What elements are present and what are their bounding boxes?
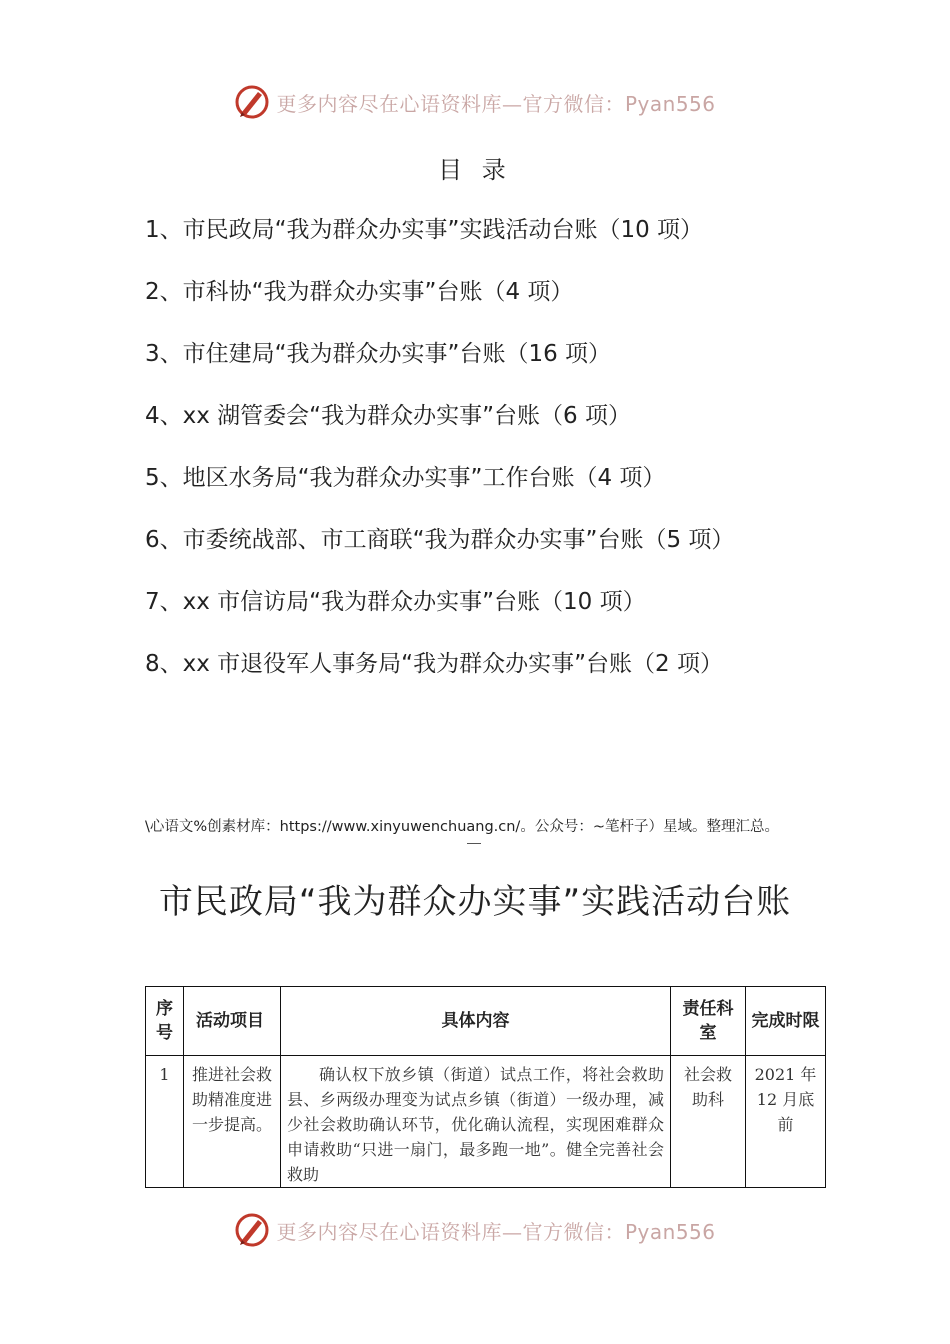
document-title: 市民政局“我为群众办实事”实践活动台账 [158,882,792,922]
cell-project: 推进社会救助精准度进一步提高。 [184,1056,281,1188]
cell-deadline: 2021 年 12 月底前 [746,1056,826,1188]
header-deadline: 完成时限 [746,987,826,1056]
table-row [146,1056,826,1188]
toc-title: 目 录 [438,156,512,184]
toc-item: 4、xx 湖管委会“我为群众办实事”台账（6 项） [145,403,631,429]
header-content: 具体内容 [281,987,671,1056]
pen-logo-icon [234,84,270,120]
cell-content: 确认权下放乡镇（街道）试点工作，将社会救助县、乡两级办理变为试点乡镇（街道）一级办理，减少社会救助确认环节，优化确认流程，实现困难群众申请救助“只进一扇门，最多跑一地”。健全完善社会救助 [281,1056,671,1188]
header-dept: 责任科室 [671,987,746,1056]
toc-item: 7、xx 市信访局“我为群众办实事”台账（10 项） [145,589,646,615]
header-no: 序号 [146,987,184,1056]
toc-item: 8、xx 市退役军人事务局“我为群众办实事”台账（2 项） [145,651,723,677]
toc-item: 1、市民政局“我为群众办实事”实践活动台账（10 项） [145,217,704,243]
toc-list [145,206,810,702]
header-project: 活动项目 [184,987,281,1056]
toc-item: 5、地区水务局“我为群众办实事”工作台账（4 项） [145,465,666,491]
table-header-row [146,987,826,1056]
divider [467,843,481,844]
banner-text: 更多内容尽在心语资料库—官方微信：Pyan556 [276,91,716,116]
source-line: \心语文%创素材库：https://www.xinyuwenchuang.cn/。公众号：~笔杆子）星域。整理汇总。 [145,819,779,835]
cell-no: 1 [146,1056,184,1188]
banner-wechat-id: Pyan556 [624,91,716,116]
banner-text: 更多内容尽在心语资料库—官方微信：Pyan556 [276,1219,716,1244]
banner-wechat-id: Pyan556 [624,1219,716,1244]
toc-item: 2、市科协“我为群众办实事”台账（4 项） [145,279,574,305]
ledger-table [145,986,826,1188]
toc-item: 6、市委统战部、市工商联“我为群众办实事”台账（5 项） [145,527,735,553]
toc-item: 3、市住建局“我为群众办实事”台账（16 项） [145,341,612,367]
cell-dept: 社会救助科 [671,1056,746,1188]
footer-banner [0,1210,950,1250]
header-banner [0,82,950,122]
pen-logo-icon [234,1212,270,1248]
